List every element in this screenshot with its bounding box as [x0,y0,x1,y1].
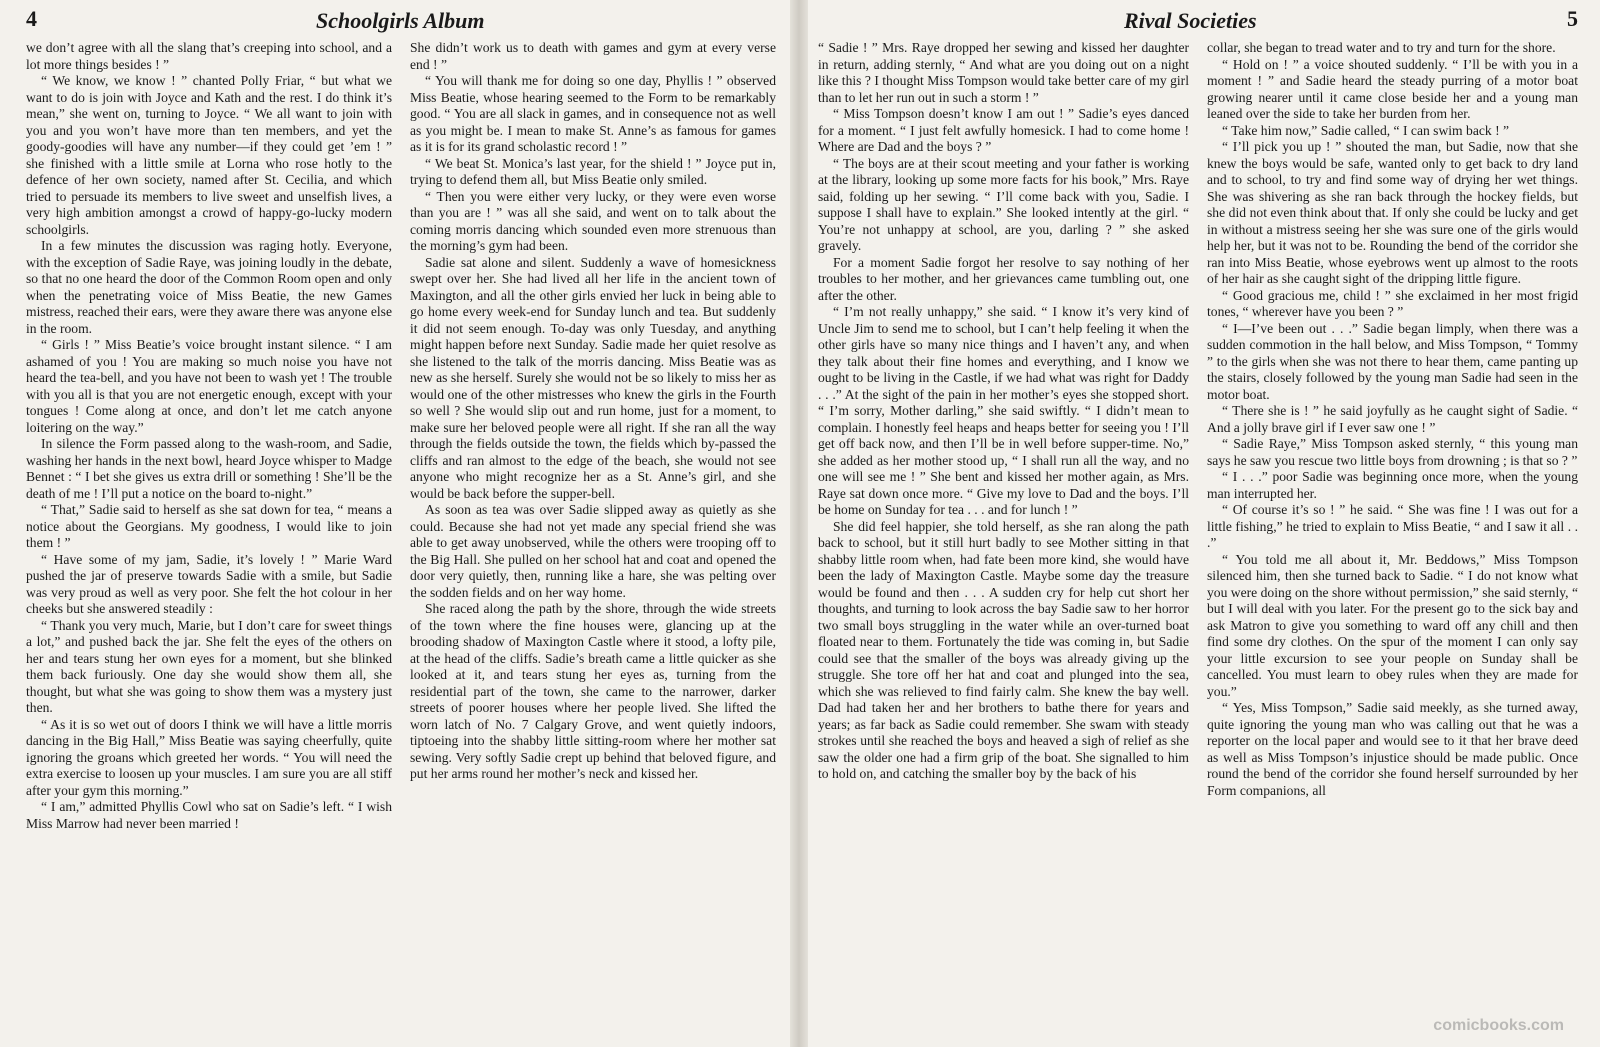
paragraph: “ I’ll pick you up ! ” shouted the man, but Sadie, now that she knew the boys would be safe, wanted only to get back to dry land and to school, to try and find some way of drying her wet things. She was shivering as she ran back through the hockey fields, but she did not even think about that. If only she could be lucky and get in without a mistress seeing her she was sure one of the girls would help her, but it was not to be. Rounding the bend of the corridor she ran into Miss Beatie, whose eyebrows went up almost to the roots of her hair as she caught sight of the dripping little figure. [1207,139,1578,286]
paragraph: Sadie sat alone and silent. Suddenly a wave of homesickness swept over her. She had lived all her life in the ancient town of Maxington, and all the other girls envied her luck in being able to go home every week-end for Sunday lunch and tea. But suddenly it did not seem enough. To-day was only Tuesday, and anything might happen before next Sunday. Sadie made her quiet resolve as she listened to the talk of the morris dancing. Miss Beatie was as new as she herself. Surely she would not be so likely to miss her as would one of the other mistresses who knew the girls in the Fourth so well ? She would slip out and run home, just for a moment, to make sure her beloved people were all right. If she ran all the way through the fields outside the town, the fields which by-passed the cliffs and ran almost to the edge of the beach, she would not see anyone who might recognize her as a St. Anne’s girl, and she would be back before the supper-bell. [410,254,776,501]
paragraph: “ I—I’ve been out . . .” Sadie began limply, when there was a sudden commotion in the hall below, and Miss Tompson, “ Tommy ” to the girls when she was not there to hear them, came panting up the stairs, closely followed by the young man Sadie had seen in the motor boat. [1207,320,1578,402]
text-column [1207,40,1578,1040]
running-title: Rival Societies [1124,8,1257,33]
paragraph: She didn’t work us to death with games and gym at every verse end ! ” [410,40,776,72]
paragraph: For a moment Sadie forgot her resolve to say nothing of her troubles to her mother, and her grievances came tumbling out, one after the other. [818,254,1189,303]
paragraph: “ Take him now,” Sadie called, “ I can swim back ! ” [1222,122,1510,138]
paragraph: “ Miss Tompson doesn’t know I am out ! ” Sadie’s eyes danced for a moment. “ I just felt awfully homesick. I had to come home ! Where are Dad and the boys ? ” [818,106,1189,154]
left-page-header [26,0,776,40]
text-columns [26,40,776,1040]
paragraph: “ We know, we know ! ” chanted Polly Friar, “ but what we want to do is join with Joyce and Kath and the rest. I do think it’s mean,” she went on, turning to Joyce. “ We all want to join with you and you won’t have more than ten members, and yet the goody-goodies will have any number—if they could get ’em ! ” she finished with a little smile at Lorna who rose hotly to the defence of her own society, named after St. Cecilia, and which tried to persuade its members to live sweet and unselfish lives, a very high ambition amongst a crowd of happy-go-lucky modern schoolgirls. [26,73,392,237]
paragraph: “ Sadie ! ” Mrs. Raye dropped her sewing and kissed her daughter in return, adding sternly, “ And what are you doing out on a night like this ? I thought Miss Tompson would take better care of my girl than to let her run out in such a storm ! ” [818,40,1189,105]
right-page [808,0,1600,1047]
book-gutter [790,0,808,1047]
paragraph: collar, she began to tread water and to try and turn for the shore. [1207,40,1556,55]
watermark: comicbooks.com [1433,1017,1564,1034]
paragraph: “ Sadie Raye,” Miss Tompson asked sternly, “ this young man says he saw you rescue two little boys from drowning ; is that so ? ” [1207,436,1578,468]
paragraph: “ You told me all about it, Mr. Beddows,” Miss Tompson silenced him, then she turned back to Sadie. “ I do not know what you were doing on the shore without permission,” she said sternly, “ but I will deal with you later. For the present go to the sick bay and ask Matron to give you something to ward off any chill and then find some dry clothes. On the spur of the moment I can only say your little excursion to see your people on Sunday shall be cancelled. You must learn to obey rules when they are made for you.” [1207,551,1578,699]
paragraph: “ You will thank me for doing so one day, Phyllis ! ” observed Miss Beatie, whose hearing seemed to the Form to be remarkably good. “ You are all slack in games, and in consequence not as well as you might be. I mean to make St. Anne’s as famous for games as it is for its grand scholastic record ! ” [410,73,776,154]
paragraph: “ I . . .” poor Sadie was beginning once more, when the young man interrupted her. [1207,469,1578,501]
paragraph: “ Good gracious me, child ! ” she exclaimed in her most frigid tones, “ wherever have you been ? ” [1207,287,1578,319]
paragraph: “ Hold on ! ” a voice shouted suddenly. “ I’ll be with you in a moment ! ” and Sadie heard the steady purring of a motor boat growing nearer until it came close beside her and a young man leaned over the side to take her burden from her. [1207,56,1578,121]
left-page [0,0,790,1047]
text-column [26,40,392,1040]
paragraph: In a few minutes the discussion was raging hotly. Everyone, with the exception of Sadie Raye, was joining loudly in the debate, so that no one heard the door of the Common Room open and only when the penetrating voice of Miss Beatie, the new Games mistress, reached their ears, were they aware there was anyone else in the room. [26,238,392,336]
page-number: 5 [1567,6,1578,31]
paragraph: “ As it is so wet out of doors I think we will have a little morris dancing in the Big Hall,” Miss Beatie was saying cheerfully, quite ignoring the groans which greeted her words. “ You will need the extra exercise to loosen up your muscles. I am sure you are all stiff after your gym this morning.” [26,716,392,798]
paragraph: “ We beat St. Monica’s last year, for the shield ! ” Joyce put in, trying to defend them all, but Miss Beatie only smiled. [410,155,776,187]
paragraph: “ Girls ! ” Miss Beatie’s voice brought instant silence. “ I am ashamed of you ! You are making so much noise you have not heard the tea-bell, and you have not been to wash yet ! The trouble with you all is that you are not energetic enough, except with your tongues ! Come along at once, and don’t let me catch anyone loitering on the way.” [26,337,392,435]
paragraph: In silence the Form passed along to the wash-room, and Sadie, washing her hands in the next bowl, heard Joyce whisper to Madge Bennet : “ I bet she gives us extra drill or something ! She’ll be the death of me ! I’ll put a notice on the board to-night.” [26,436,392,501]
paragraph: “ Thank you very much, Marie, but I don’t care for sweet things a lot,” and pushed back the jar. She felt the eyes of the others on her and tears stung her own eyes for a moment, but she blinked them back furiously. One day she would show them all, she thought, but what she was going to show them was a mystery just then. [26,617,392,715]
paragraph: “ Have some of my jam, Sadie, it’s lovely ! ” Marie Ward pushed the jar of preserve towards Sadie with a smile, but Sadie was very proud as well as very poor. She felt the hot colour in her cheeks but she answered steadily : [26,551,392,616]
paragraph: “ There she is ! ” he said joyfully as he caught sight of Sadie. “ And a jolly brave girl if I ever saw one ! ” [1207,403,1578,435]
right-page-header [818,0,1578,40]
paragraph: “ That,” Sadie said to herself as she sat down for tea, “ means a notice about the Georgians. My goodness, I would like to join them ! ” [26,502,392,550]
paragraph: “ I’m not really unhappy,” she said. “ I know it’s very kind of Uncle Jim to send me to school, but I can’t help feeling it when the other girls have so many nice things and I haven’t any, and when they talk about their fine homes and everything, and I know we ought to be living in the Castle, if we had what was right for Daddy . . .” At the sight of the pain in her mother’s eyes she stopped short. “ I’m sorry, Mother darling,” she said swiftly. “ I didn’t mean to complain. I honestly feel heaps and heaps better for seeing you ! I’ll get off back now, and then I’ll be in well before supper-time. No,” she added as her mother stood up, “ I shall run all the way, and no one will see me ! ” She bent and kissed her mother again, as Mrs. Raye sat down once more. “ Give my love to Dad and the boys. I’ll be home on Sunday for tea . . . and for lunch ! ” [818,304,1189,517]
page-number: 4 [26,6,37,31]
text-column [410,40,776,1040]
paragraph: “ Of course it’s so ! ” he said. “ She was fine ! I was out for a little fishing,” he tried to explain to Miss Beatie, “ and I saw it all . . .” [1207,502,1578,550]
paragraph: She raced along the path by the shore, through the wide streets of the town where the fine houses were, glancing up at the brooding shadow of Maxington Castle where it stood, a lofty pile, at the head of the cliffs. Sadie’s breath came a little quicker as she looked at it, and tears stung her eyes as, turning from the residential part of the town, she came to the narrower, darker streets of poorer houses where her people lived. She lifted the worn latch of No. 7 Calgary Grove, and went quietly indoors, tiptoeing into the shabby little sitting-room where her mother sat sewing. Very softly Sadie crept up behind that beloved figure, and put her arms round her mother’s neck and kissed her. [410,601,776,781]
text-columns [818,40,1578,1040]
running-title: Schoolgirls Album [316,8,485,33]
paragraph: As soon as tea was over Sadie slipped away as quietly as she could. Because she had not yet made any special friend she was able to get away unobserved, while the others were trooping off to the Big Hall. She pulled on her school hat and coat and opened the door very quietly, then, running like a hare, she was pelting over the sodden fields and on her way home. [410,502,776,600]
paragraph: She did feel happier, she told herself, as she ran along the path back to school, but it still hurt badly to see Mother sitting in that shabby little room when, had fate been more kind, she would have been the lady of Maxington Castle. Maybe some day the treasure would be found and then . . . A sudden cry for help cut short her thoughts, and turning to look across the bay Sadie saw to her horror two small boys struggling in the water while an over-turned boat floated near to them. Fortunately the tide was coming in, but Sadie could see that the smaller of the boys was already giving up the struggle. She tore off her hat and coat and plunged into the sea, which she was relieved to find fairly calm. She knew the bay well. Dad had taken her and her brothers to bathe there for years and years; as far back as Sadie could remember. She swam with steady strokes until she reached the boys and heaved a sigh of relief as she saw the older one had a firm grip of the boat. She signalled to him to hold on, and catching the smaller boy by the back of his [818,518,1189,781]
paragraph: “ I am,” admitted Phyllis Cowl who sat on Sadie’s left. “ I wish Miss Marrow had never been married ! [26,799,392,831]
text-column [818,40,1189,1040]
paragraph: “ Yes, Miss Tompson,” Sadie said meekly, as she turned away, quite ignoring the young man who was calling out that he was a reporter on the local paper and would see to it that her brave deed as well as Miss Tompson’s injustice should be made public. Once round the bend of the corridor she found herself surrounded by her Form companions, all [1207,700,1578,798]
paragraph: we don’t agree with all the slang that’s creeping into school, and a lot more things besides ! ” [26,40,392,72]
paragraph: “ The boys are at their scout meeting and your father is working at the library, looking up some more facts for his book,” Mrs. Raye said, folding up her sewing. “ I’ll come back with you, Sadie. I suppose I shall have to explain.” She looked intently at the girl. “ You’re not unhappy at school, are you, darling ? ” she asked gravely. [818,155,1189,253]
paragraph: “ Then you were either very lucky, or they were even worse than you are ! ” was all she said, and went on to talk about the coming morris dancing which sounded even more strenuous than the morning’s gym had been. [410,188,776,253]
